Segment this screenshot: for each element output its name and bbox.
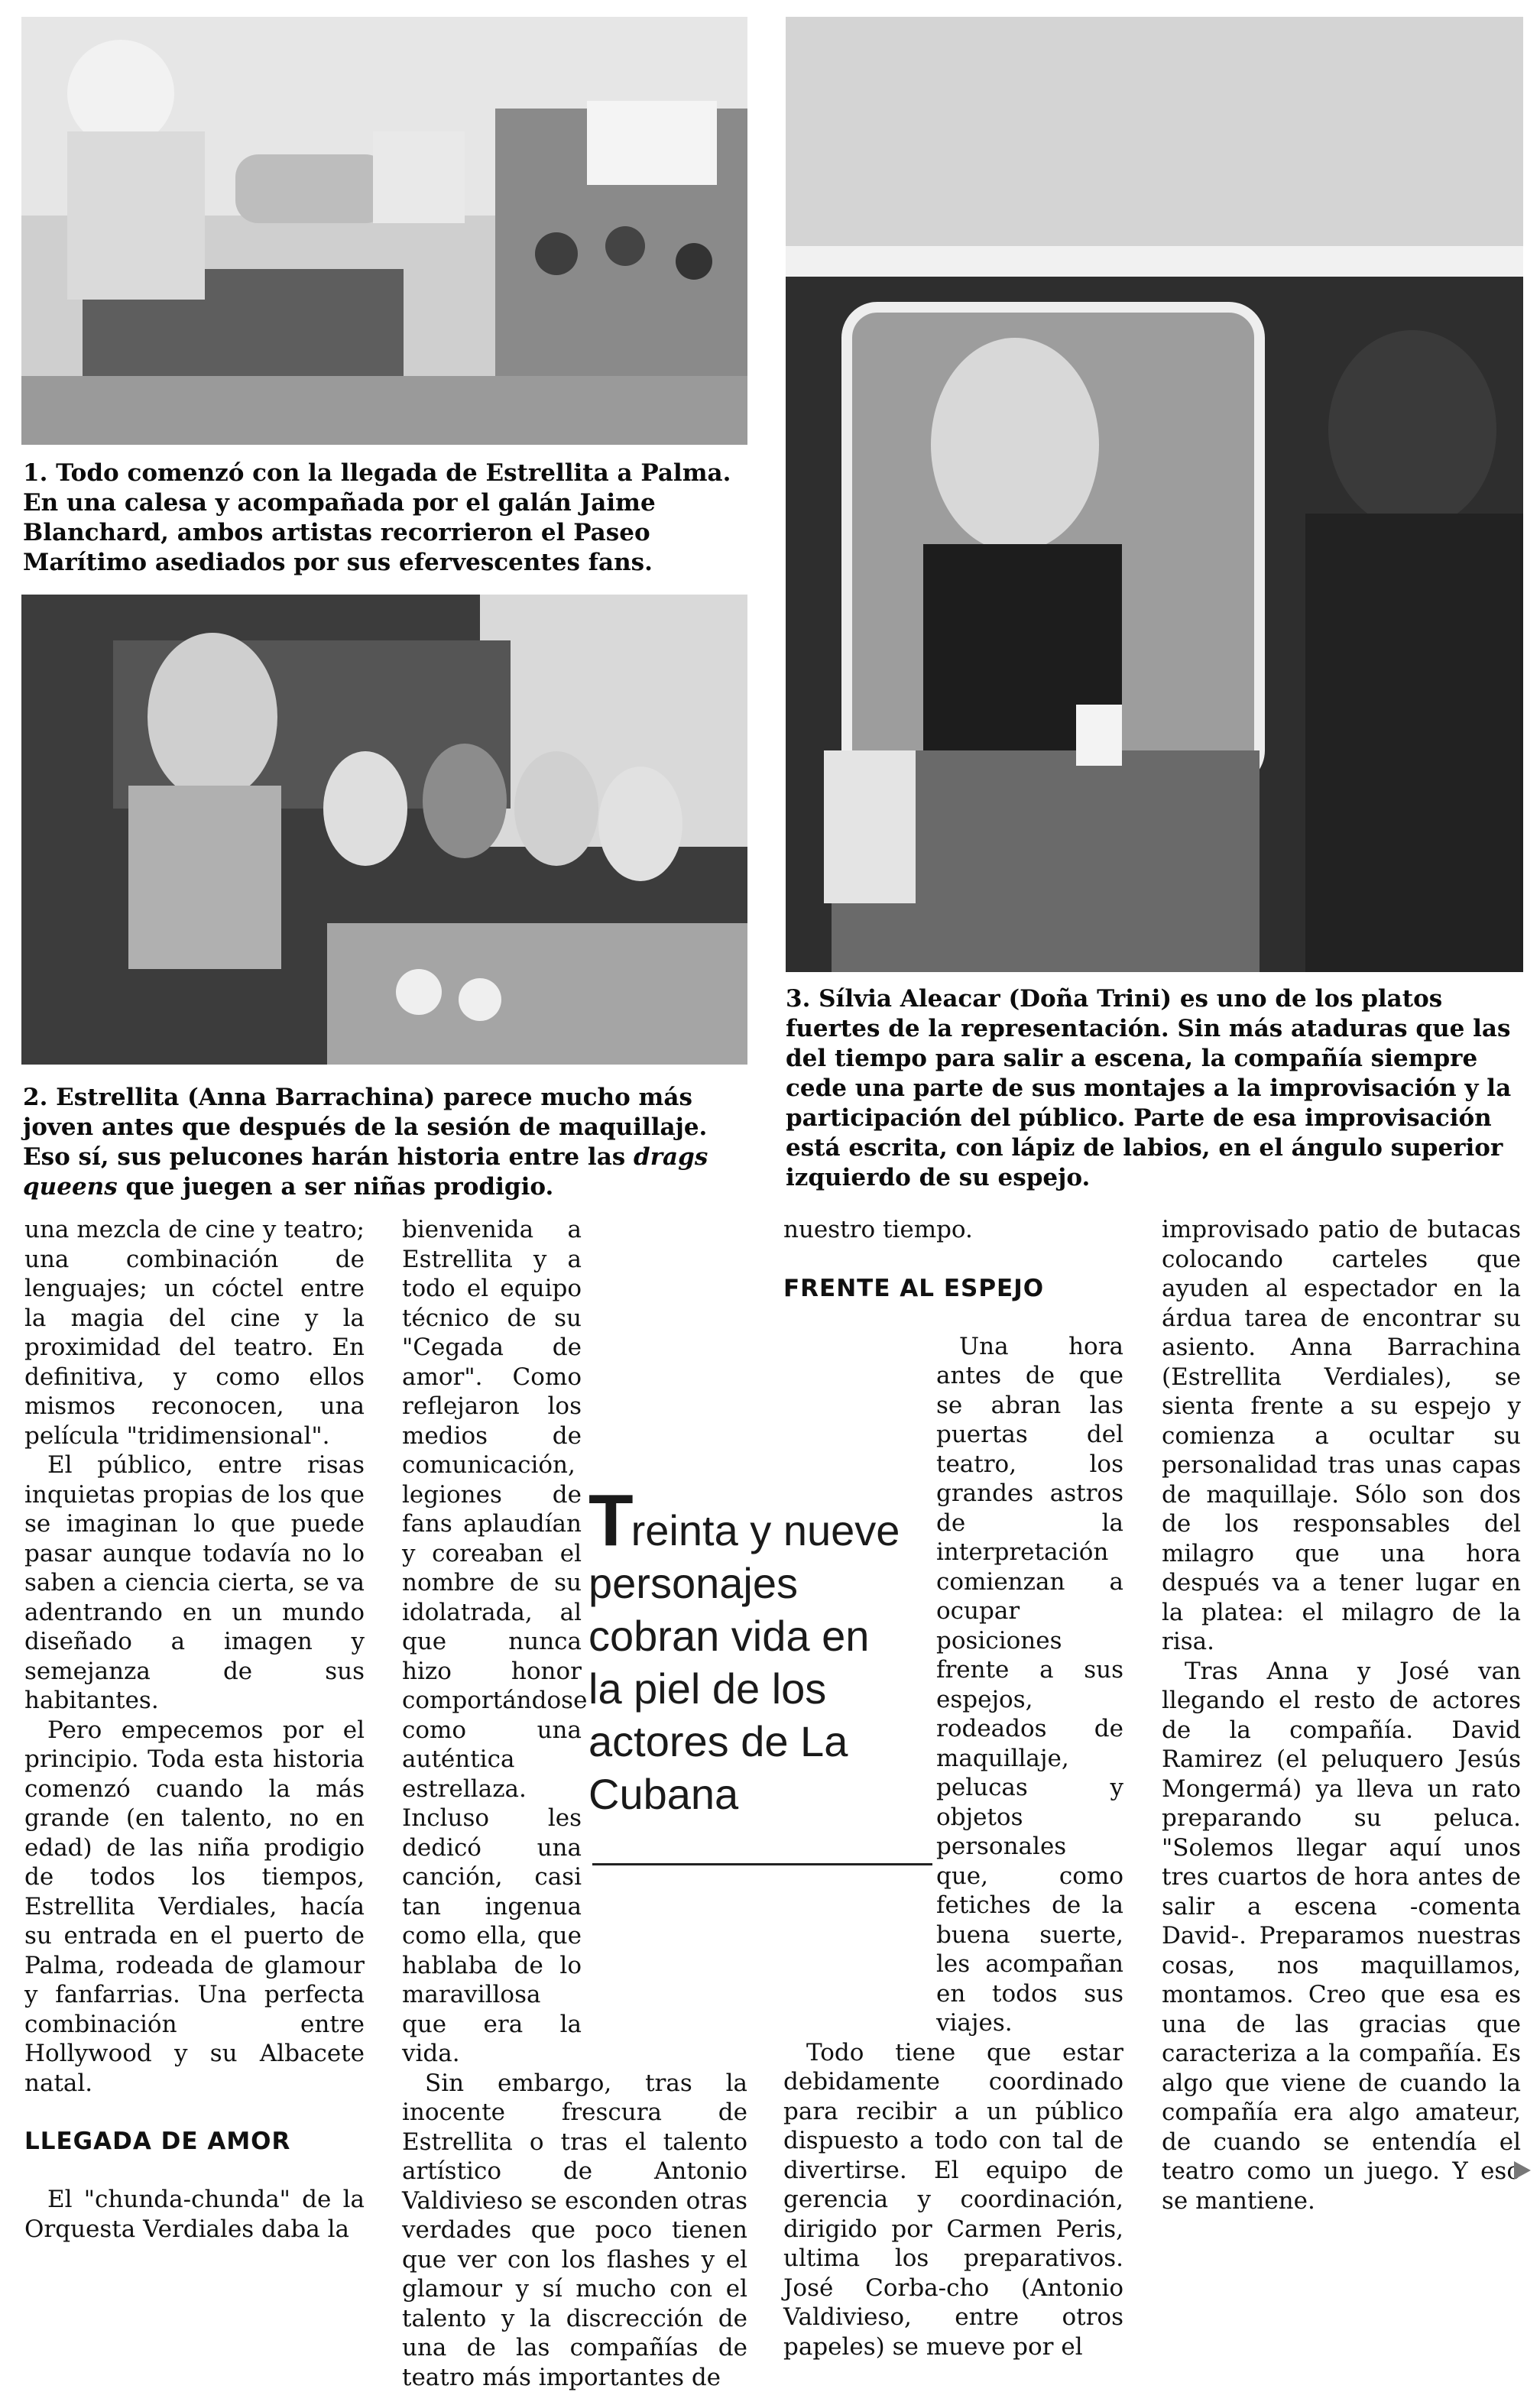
caption-2-text-b: que juegen a ser niñas prodigio.: [118, 1173, 554, 1201]
caption-2-text-a: 2. Estrellita (Anna Barrachina) parece mucho más joven antes que después de la sesión de maquillaje. Eso sí, sus pelucones harán historia entre las: [23, 1084, 707, 1171]
caption-2-emphasis: drags queens: [23, 1143, 708, 1201]
pull-quote-text: reinta y nueve personajes cobran vida en la piel de los actores de La Cubana: [588, 1506, 900, 1818]
col3-paragraph-2: Todo tiene que estar debidamente coordinado para recibir a un público dispuesto a todo con tal de divertirse. El equipo de gerencia y coordinación, dirigido por Carmen Peris, ultima los preparativos. José Corba-cho (Antonio Valdivieso, entre otros papeles) se mueve por el: [783, 2038, 1123, 2362]
photo-makeup-wigs-image: [21, 595, 747, 1065]
col1-paragraph-1: una mezcla de cine y teatro; una combinación de lenguajes; un cóctel entre la magia del cine y la proximidad del teatro. En definitiva, y como ellos mismos reconocen, una película "tridimensional".: [24, 1215, 365, 1450]
caption-photo-1: 1. Todo comenzó con la llegada de Estrellita a Palma. En una calesa y acompañada por el galán Jaime Blanchard, ambos artistas recorrieron el Paseo Marítimo asediados por sus efervescentes fans.: [23, 459, 749, 578]
photo-makeup-wigs: [21, 595, 747, 1065]
col2-paragraph-1: bienvenida a Estrellita y a todo el equipo técnico de su "Cegada de amor". Como reflejaron los medios de comunicación, legiones de fans aplaudían y coreaban el nombre de su idolatrada, al que nunca hizo honor comportándose como una auténtica estrellaza. Incluso les dedicó una canción, casi tan ingenua como ella, que hablaba de lo maravillosa que era la vida.: [402, 1215, 582, 2069]
article-column-1: [24, 1215, 365, 2244]
col1-paragraph-3: Pero empecemos por el principio. Toda esta historia comenzó cuando la más grande (en talento, no en edad) de las niña prodigio de todos los tiempos, Estrellita Verdiales, hacía su entrada en el puerto de Palma, rodeada de glamour y fanfarrias. Una perfecta combinación entre Hollywood y su Albacete natal.: [24, 1716, 365, 2099]
photo-arrival-parade: [21, 17, 747, 445]
continue-arrow-icon: [1514, 2161, 1531, 2180]
pull-quote: [588, 1494, 909, 1820]
article-column-4: [1162, 1215, 1521, 2215]
col1-paragraph-4: El "chunda-chunda" de la Orquesta Verdiales daba la: [24, 2185, 365, 2244]
photo-arrival-parade-image: [21, 17, 747, 445]
col1-paragraph-2: El público, entre risas inquietas propias de los que se imaginan lo que puede pasar aunque todavía no lo saben a ciencia cierta, se va adentrando en un mundo diseñado a imagen y semejanza de sus habitantes.: [24, 1450, 365, 1716]
caption-photo-3: 3. Sílvia Aleacar (Doña Trini) es uno de los platos fuertes de la representación. Sin más ataduras que las del tiempo para salir a escena, la compañía siempre cede una parte de sus montajes a la improvisación y la participación del público. Parte de esa improvisación está escrita, con lápiz de labios, en el ángulo superior izquierdo de su espejo.: [786, 984, 1523, 1193]
section-heading-llegada: LLEGADA DE AMOR: [24, 2127, 365, 2156]
col4-paragraph-1: improvisado patio de butacas colocando carteles que ayuden al espectador en la árdua tarea de encontrar su asiento. Anna Barrachina (Estrellita Verdiales), se sienta frente a su espejo y comienza a ocultar su personalidad tras unas capas de maquillaje. Sólo son dos de los responsables del milagro que una hora después va a tener lugar en la platea: el milagro de la risa.: [1162, 1215, 1521, 1657]
photo-mirror-makeup: [786, 17, 1523, 972]
pull-quote-drop-cap: T: [588, 1480, 631, 1561]
col2-paragraph-2: Sin embargo, tras la inocente frescura de Estrellita o tras el talento artístico de Antonio Valdivieso se esconden otras verdades que poco tienen que ver con los flashes y el glamour y sí mucho con el talento y la discrección de una de las compañías de teatro más importantes de: [402, 2069, 747, 2392]
col4-paragraph-2: Tras Anna y José van llegando el resto de actores de la compañía. David Ramirez (el peluquero Jesús Mongermá) ya lleva un rato preparando su peluca. "Solemos llegar aquí unos tres cuartos de hora antes de salir a escena -comenta David-. Preparamos nuestras cosas, nos maquillamos, montamos. Creo que esa es una de las gracias que caracteriza a la compañía. Es algo que viene de cuando la compañía era algo amateur, de cuando se entendía el teatro como un juego. Y eso se mantiene.: [1162, 1657, 1521, 2216]
pull-quote-rule: [592, 1863, 932, 1865]
col3-paragraph-0: nuestro tiempo.: [783, 1215, 1123, 1245]
photo-mirror-makeup-image: [786, 17, 1523, 972]
col3-paragraph-1: Una hora antes de que se abran las puertas del teatro, los grandes astros de la interpretación comienzan a ocupar posiciones frente a sus espejos, rodeados de maquillaje, pelucas y objetos personales que, como fetiches de la buena suerte, les acompañan en todos sus viajes.: [936, 1332, 1123, 2038]
caption-photo-2: [23, 1083, 749, 1202]
section-heading-espejo: FRENTE AL ESPEJO: [783, 1274, 1123, 1303]
